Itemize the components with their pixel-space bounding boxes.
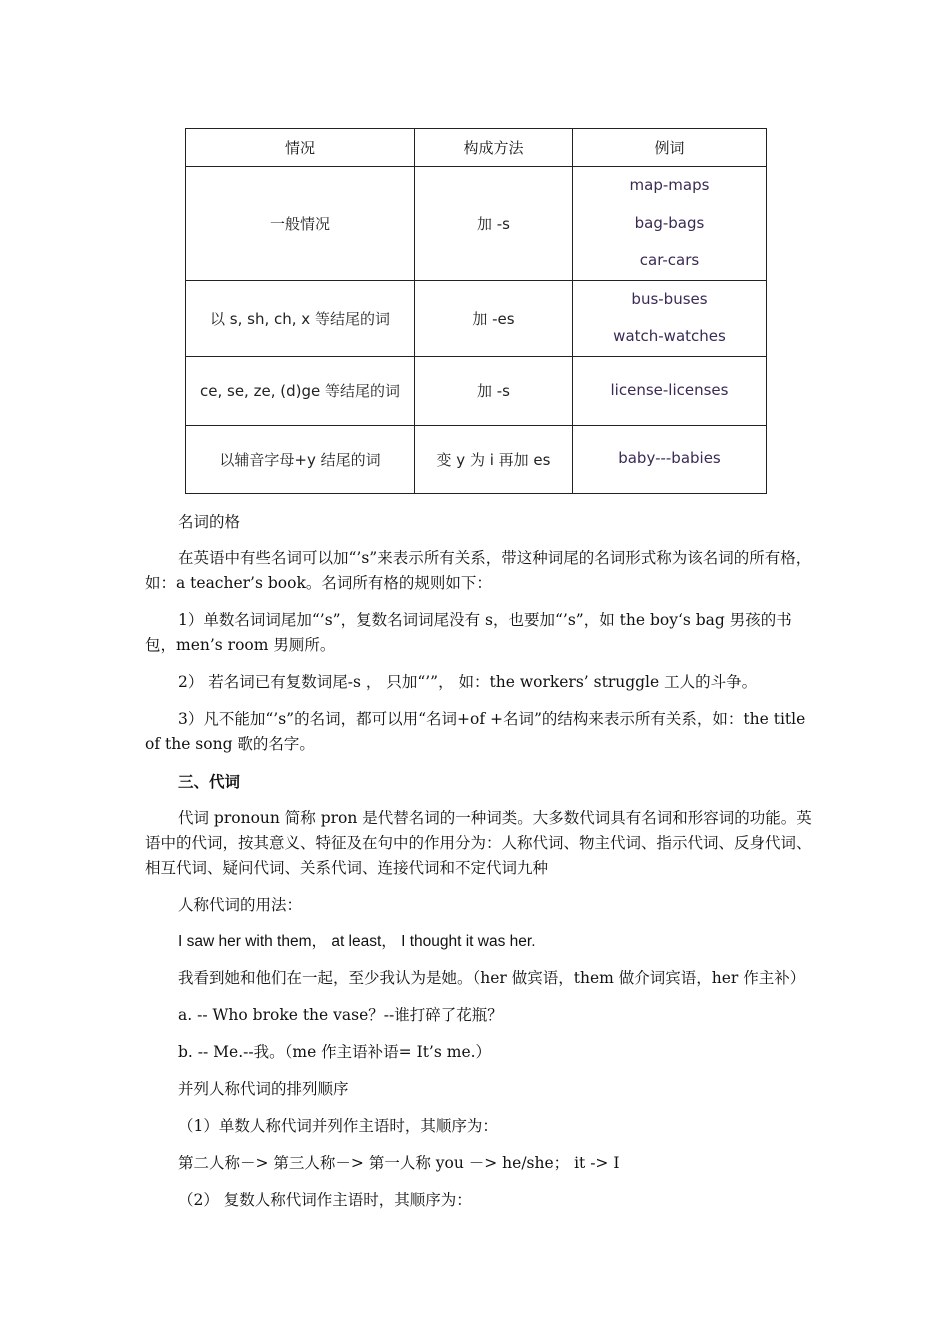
table-row: [186, 356, 767, 425]
table-row: [186, 425, 767, 493]
method-cell: 加 -es: [415, 280, 573, 356]
example-word: baby---babies: [618, 449, 721, 468]
examples-cell: [573, 425, 767, 493]
paragraph: 并列人称代词的排列顺序: [178, 1080, 349, 1098]
paragraph: 代词 pronoun 简称 pron 是代替名词的一种词类。大多数代词具有名词和形容词的功能。英语中的代词，按其意义、特征及在句中的作用分为：人称代词、物主代词、指示代词、反身代词、相互代词、疑问代词、关系代词、连接代词和不定代词九种: [145, 809, 812, 877]
example-word: watch-watches: [613, 327, 726, 345]
table-row: [186, 280, 767, 356]
example-word: car-cars: [639, 251, 700, 269]
example-sentence: b. -- Me.--我。（me 作主语补语= It’s me.）: [178, 1043, 492, 1061]
method-cell: 加 -s: [415, 356, 573, 425]
example-sentence: a. -- Who broke the vase？--谁打碎了花瓶？: [178, 1006, 503, 1024]
method-cell: 变 y 为 i 再加 es: [415, 425, 573, 493]
case-cell: 以 s, sh, ch, x 等结尾的词: [186, 280, 415, 356]
table-row: [186, 167, 767, 281]
example-word: bus-buses: [631, 289, 708, 308]
case-cell: 一般情况: [186, 167, 415, 281]
case-cell: 以辅音字母+y 结尾的词: [186, 425, 415, 493]
plural-rules-table: [185, 128, 767, 494]
header-case: 情况: [186, 129, 415, 167]
paragraph: 在英语中有些名词可以加“’s”来表示所有关系，带这种词尾的名词形式称为该名词的所有格，如：a teacher’s book。名词所有格的规则如下：: [145, 549, 812, 592]
header-method: 构成方法: [415, 129, 573, 167]
section-heading-pronoun: 三、代词: [178, 772, 241, 791]
paragraph: 3）凡不能加“’s”的名词，都可以用“名词+of +名词”的结构来表示所有关系，如：the title of the song 歌的名字。: [145, 710, 806, 753]
paragraph: （1）单数人称代词并列作主语时，其顺序为：: [178, 1117, 498, 1135]
paragraph: 第二人称－> 第三人称－> 第一人称 you －> he/she； it -> I: [178, 1154, 620, 1172]
paragraph: 我看到她和他们在一起，至少我认为是她。（her 做宾语，them 做介词宾语，her 作主补）: [178, 969, 806, 987]
header-examples: 例词: [573, 129, 767, 167]
section-heading-noun-case: 名词的格: [178, 513, 241, 531]
paragraph: 1）单数名词词尾加“’s”，复数名词词尾没有 s，也要加“’s”，如 the boy‘s bag 男孩的书包，men’s room 男厕所。: [145, 611, 792, 654]
examples-cell: [573, 280, 767, 356]
table-header-row: [186, 129, 767, 167]
example-sentence: I saw her with them， at least， I thought it was her.: [178, 933, 536, 950]
example-word: license-licenses: [610, 380, 729, 399]
examples-cell: [573, 167, 767, 281]
example-word: bag-bags: [634, 213, 705, 232]
examples-cell: [573, 356, 767, 425]
paragraph: 人称代词的用法：: [178, 896, 303, 914]
example-word: map-maps: [629, 176, 710, 194]
paragraph: （2） 复数人称代词作主语时，其顺序为：: [178, 1191, 472, 1209]
paragraph: 2） 若名词已有复数词尾-s ， 只加“’”， 如：the workers’ struggle 工人的斗争。: [178, 673, 758, 691]
case-cell: ce, se, ze, (d)ge 等结尾的词: [186, 356, 415, 425]
method-cell: 加 -s: [415, 167, 573, 281]
